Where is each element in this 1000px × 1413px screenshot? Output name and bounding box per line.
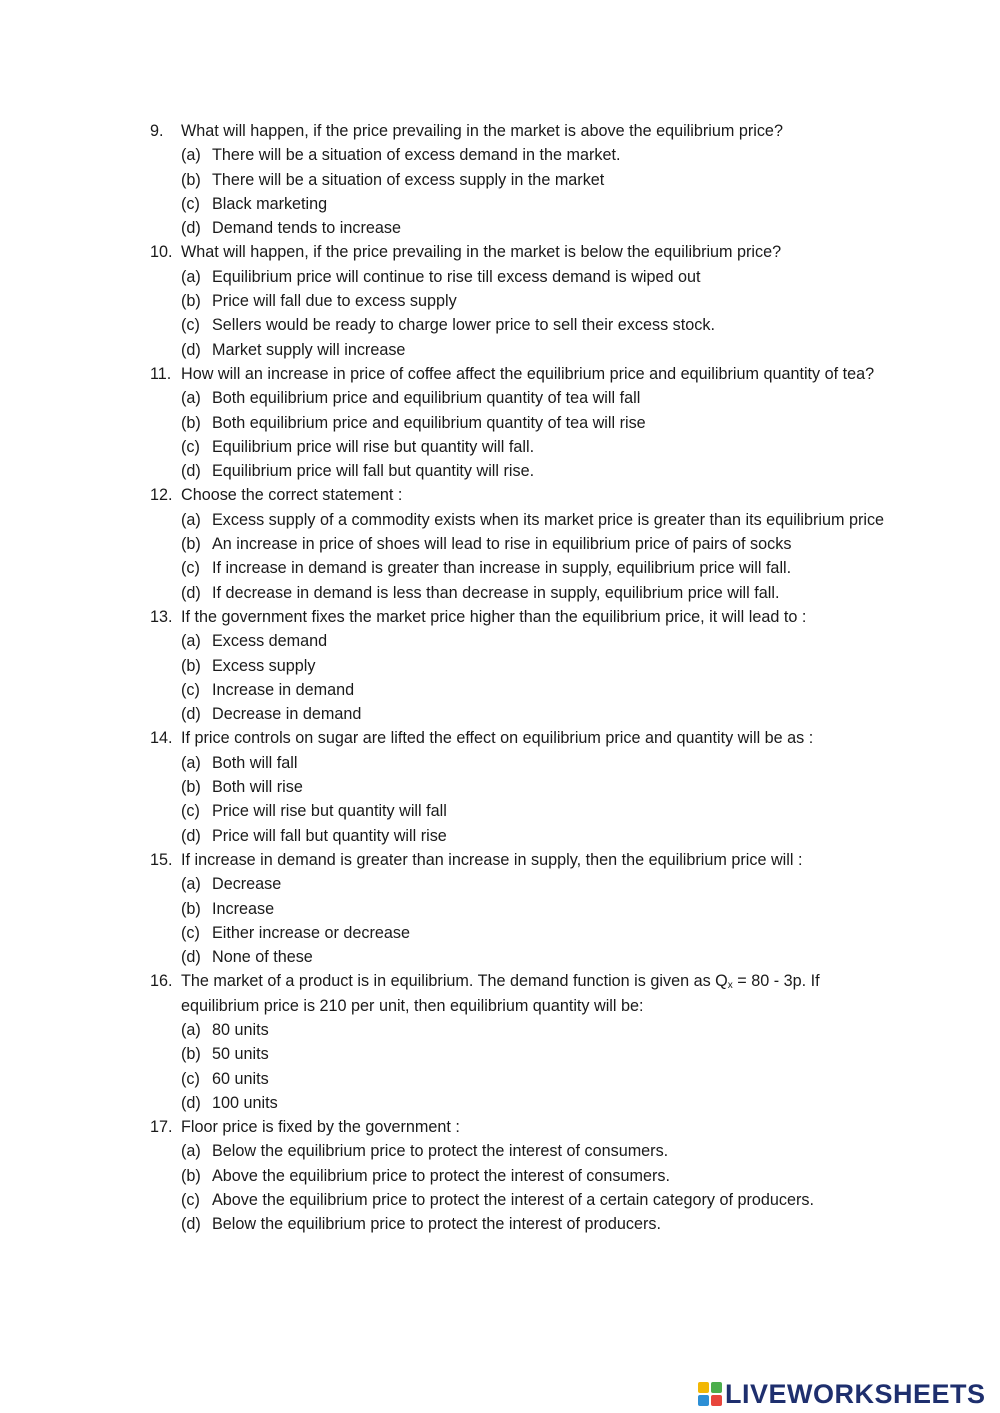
option-a[interactable] xyxy=(181,508,890,532)
option-label: (c) xyxy=(181,923,200,942)
logo-square-blue xyxy=(698,1395,709,1406)
option-text: Equilibrium price will rise but quantity will fall. xyxy=(212,437,535,456)
option-text: 60 units xyxy=(212,1069,269,1088)
option-label: (c) xyxy=(181,1069,200,1088)
question-number: 9. xyxy=(150,122,164,140)
option-c[interactable] xyxy=(181,192,890,216)
option-b[interactable] xyxy=(181,168,890,192)
liveworksheets-logo[interactable] xyxy=(698,1378,986,1410)
option-a[interactable] xyxy=(181,872,890,896)
question-12 xyxy=(150,483,890,604)
option-text: Equilibrium price will continue to rise till excess demand is wiped out xyxy=(212,267,701,286)
option-label: (b) xyxy=(181,1166,201,1185)
option-text: 50 units xyxy=(212,1045,269,1064)
option-text: Excess supply of a commodity exists when its market price is greater than its equilibrium price xyxy=(212,510,885,529)
question-text-part: The market of a product is in equilibrium. The demand function is given as Q xyxy=(181,972,728,991)
option-label: (b) xyxy=(181,656,201,675)
option-c[interactable] xyxy=(181,799,890,823)
option-label: (d) xyxy=(181,948,201,967)
option-label: (a) xyxy=(181,267,201,286)
logo-square-red xyxy=(711,1395,722,1406)
option-label: (d) xyxy=(181,826,201,845)
option-label: (d) xyxy=(181,340,201,359)
question-text: If price controls on sugar are lifted the effect on equilibrium price and quantity will be as : xyxy=(181,729,814,748)
option-a[interactable] xyxy=(181,143,890,167)
option-text: Price will fall due to excess supply xyxy=(212,292,457,311)
liveworksheets-logo-icon xyxy=(698,1382,722,1406)
option-label: (b) xyxy=(181,413,201,432)
option-label: (d) xyxy=(181,583,201,602)
option-d[interactable] xyxy=(181,1091,890,1115)
option-text: Demand tends to increase xyxy=(212,219,401,238)
option-label: (a) xyxy=(181,1020,201,1039)
option-label: (d) xyxy=(181,705,201,724)
question-text: Choose the correct statement : xyxy=(181,486,403,505)
option-text: Excess supply xyxy=(212,656,316,675)
question-text: How will an increase in price of coffee affect the equilibrium price and equilibrium quantity of tea? xyxy=(181,364,875,383)
option-c[interactable] xyxy=(181,556,890,580)
option-b[interactable] xyxy=(181,532,890,556)
option-label: (a) xyxy=(181,632,201,651)
option-text: There will be a situation of excess supply in the market xyxy=(212,170,605,189)
option-d[interactable] xyxy=(181,945,890,969)
question-17 xyxy=(150,1115,890,1236)
question-text-part: = 80 - 3p. If equilibrium price is 210 per unit, then equilibrium quantity will be: xyxy=(181,972,820,1015)
option-c[interactable] xyxy=(181,1188,890,1212)
option-c[interactable] xyxy=(181,678,890,702)
option-label: (c) xyxy=(181,559,200,578)
option-label: (c) xyxy=(181,1191,200,1210)
option-d[interactable] xyxy=(181,1212,890,1236)
option-text: 80 units xyxy=(212,1020,269,1039)
option-text: Either increase or decrease xyxy=(212,923,410,942)
option-label: (a) xyxy=(181,875,201,894)
option-label: (c) xyxy=(181,316,200,335)
option-label: (b) xyxy=(181,899,201,918)
option-label: (c) xyxy=(181,802,200,821)
option-text: There will be a situation of excess demand in the market. xyxy=(212,146,621,165)
option-label: (b) xyxy=(181,292,201,311)
question-text xyxy=(181,969,890,1018)
question-text: What will happen, if the price prevailing in the market is above the equilibrium price? xyxy=(181,122,783,140)
option-text: Decrease in demand xyxy=(212,705,362,724)
option-label: (d) xyxy=(181,1093,201,1112)
option-d[interactable] xyxy=(181,338,890,362)
option-b[interactable] xyxy=(181,775,890,799)
question-15 xyxy=(150,848,890,969)
logo-square-yellow xyxy=(698,1382,709,1393)
option-label: (d) xyxy=(181,219,201,238)
question-list xyxy=(150,119,890,1237)
question-9 xyxy=(150,119,890,240)
option-text: Both will fall xyxy=(212,753,298,772)
option-c[interactable] xyxy=(181,1067,890,1091)
question-10 xyxy=(150,240,890,361)
option-c[interactable] xyxy=(181,921,890,945)
option-label: (d) xyxy=(181,1215,201,1234)
option-text: Black marketing xyxy=(212,194,328,213)
question-number: 11. xyxy=(150,364,172,383)
option-a[interactable] xyxy=(181,1139,890,1163)
question-16 xyxy=(150,969,890,1115)
option-text: Increase xyxy=(212,899,275,918)
option-b[interactable] xyxy=(181,897,890,921)
option-label: (c) xyxy=(181,437,200,456)
option-label: (b) xyxy=(181,778,201,797)
option-a[interactable] xyxy=(181,751,890,775)
option-text: Excess demand xyxy=(212,632,328,651)
option-a[interactable] xyxy=(181,629,890,653)
option-text: Above the equilibrium price to protect the interest of consumers. xyxy=(212,1166,670,1185)
option-c[interactable] xyxy=(181,435,890,459)
question-number: 13. xyxy=(150,607,173,626)
subscript-x: x xyxy=(727,980,733,992)
option-text: Above the equilibrium price to protect the interest of a certain category of producers. xyxy=(212,1191,814,1210)
option-text: Both equilibrium price and equilibrium quantity of tea will rise xyxy=(212,413,646,432)
option-a[interactable] xyxy=(181,1018,890,1042)
question-number: 12. xyxy=(150,486,173,505)
option-b[interactable] xyxy=(181,411,890,435)
option-text: Sellers would be ready to charge lower price to sell their excess stock. xyxy=(212,316,715,335)
question-number: 14. xyxy=(150,729,173,748)
option-d[interactable] xyxy=(181,702,890,726)
option-text: If decrease in demand is less than decrease in supply, equilibrium price will fall. xyxy=(212,583,780,602)
option-text: Both equilibrium price and equilibrium quantity of tea will fall xyxy=(212,389,641,408)
option-text: Price will fall but quantity will rise xyxy=(212,826,447,845)
option-b[interactable] xyxy=(181,1042,890,1066)
option-label: (a) xyxy=(181,146,201,165)
option-text: Below the equilibrium price to protect the interest of consumers. xyxy=(212,1142,669,1161)
question-text: Floor price is fixed by the government : xyxy=(181,1118,460,1137)
option-text: Below the equilibrium price to protect the interest of producers. xyxy=(212,1215,661,1234)
option-b[interactable] xyxy=(181,289,890,313)
question-number: 16. xyxy=(150,972,173,991)
option-label: (a) xyxy=(181,753,201,772)
option-label: (b) xyxy=(181,535,201,554)
option-c[interactable] xyxy=(181,313,890,337)
question-text: If increase in demand is greater than increase in supply, then the equilibrium price will : xyxy=(181,850,803,869)
option-label: (b) xyxy=(181,1045,201,1064)
option-text: Equilibrium price will fall but quantity will rise. xyxy=(212,462,535,481)
logo-square-green xyxy=(711,1382,722,1393)
option-text: Increase in demand xyxy=(212,680,355,699)
option-a[interactable] xyxy=(181,386,890,410)
option-d[interactable] xyxy=(181,459,890,483)
option-label: (b) xyxy=(181,170,201,189)
option-text: Price will rise but quantity will fall xyxy=(212,802,447,821)
option-label: (c) xyxy=(181,194,200,213)
option-a[interactable] xyxy=(181,265,890,289)
question-14 xyxy=(150,726,890,847)
option-b[interactable] xyxy=(181,1164,890,1188)
question-number: 17. xyxy=(150,1118,173,1137)
option-label: (a) xyxy=(181,389,201,408)
option-d[interactable] xyxy=(181,581,890,605)
option-d[interactable] xyxy=(181,216,890,240)
option-text: If increase in demand is greater than increase in supply, equilibrium price will fall. xyxy=(212,559,792,578)
option-text: An increase in price of shoes will lead to rise in equilibrium price of pairs of socks xyxy=(212,535,792,554)
option-d[interactable] xyxy=(181,824,890,848)
question-number: 15. xyxy=(150,850,173,869)
option-label: (d) xyxy=(181,462,201,481)
option-text: Both will rise xyxy=(212,778,303,797)
option-label: (a) xyxy=(181,1142,201,1161)
question-11 xyxy=(150,362,890,483)
question-text: What will happen, if the price prevailing in the market is below the equilibrium price? xyxy=(181,243,782,262)
question-13 xyxy=(150,605,890,726)
option-text: None of these xyxy=(212,948,313,967)
option-text: Decrease xyxy=(212,875,282,894)
option-text: Market supply will increase xyxy=(212,340,406,359)
option-text: 100 units xyxy=(212,1093,278,1112)
logo-text: LIVEWORKSHEETS xyxy=(725,1378,986,1409)
option-label: (c) xyxy=(181,680,200,699)
option-b[interactable] xyxy=(181,654,890,678)
option-label: (a) xyxy=(181,510,201,529)
question-number: 10. xyxy=(150,243,173,262)
question-text: If the government fixes the market price higher than the equilibrium price, it will lead to : xyxy=(181,607,807,626)
